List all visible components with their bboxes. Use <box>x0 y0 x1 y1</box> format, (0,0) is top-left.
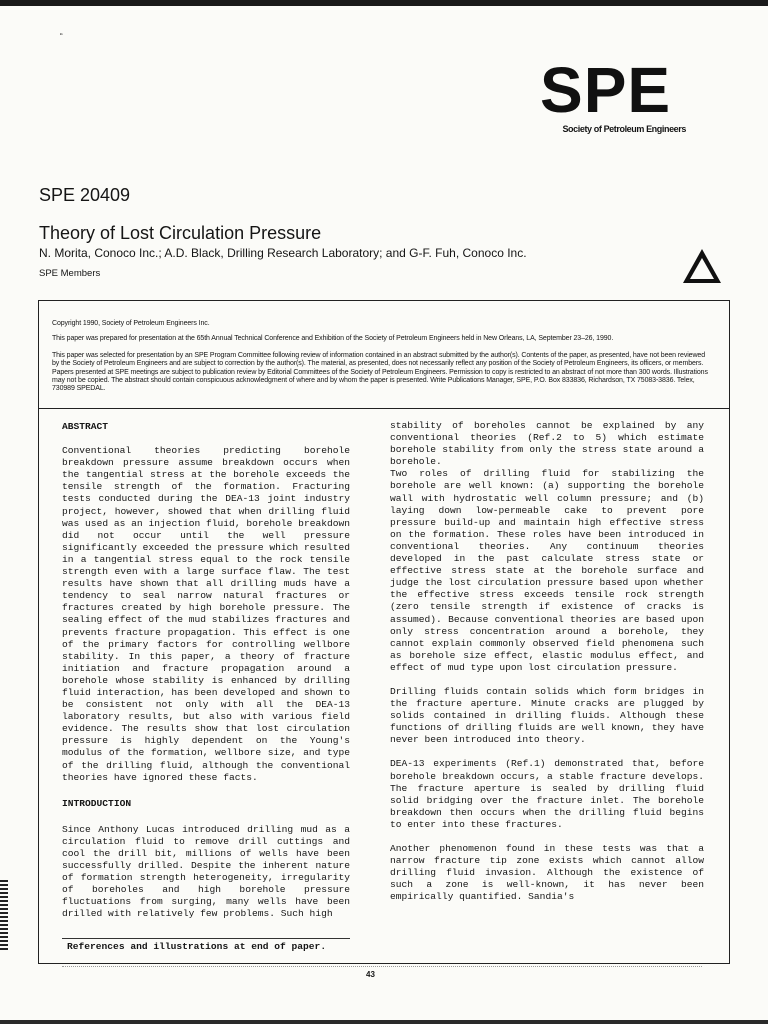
scan-mark: “ <box>60 32 63 41</box>
top-border <box>0 0 768 6</box>
introduction-text: Since Anthony Lucas introduced drilling mud as a circulation fluid to remove drill cuttings and cool the drill bit, millions of wells have been successfully drilled. Despite the inherent nature of formation strength heterogeneity, irregularity of boreholes and high borehole pressure fluctuations from surging, many wells have been drilled with relatively few problems. Such high <box>62 823 350 920</box>
paper-number: SPE 20409 <box>39 185 131 205</box>
abstract-text: Conventional theories predicting borehole breakdown pressure assume breakdown occurs when the tangential stress at the borehole exceeds the tensile strength of the formation. Fracturing tests conducted during the DEA-13 joint industry project, however, showed that when drilling fluid was used as an injection fluid, borehole breakdown did not occur until the well pressure significantly exceeded the pressure which resulted in a tangential stress equal to the rock tensile strength even with a large surface flaw. The test results have shown that all drilling muds have a tendency to seal narrow natural fractures or fractures created by high borehole pressure. The sealing effect of the mud stabilizes fractures and prevents fracture propagation. This effect is one of the primary factors for controlling wellbore stability. In this paper, a theory of fracture initiation and fracture propagation around a borehole whose stability is enhanced by drilling fluid interaction, has been developed and shown to be consistent not only with all the DEA-13 laboratory results, but also with various field evidence. The results show that lost circulation pressure is highly dependent on the Young's modulus of the formation, wellbore size, and type of the drilling fluid, although the conventional theories have ignored these facts. <box>62 445 350 783</box>
spe-members-label: SPE Members <box>39 268 101 279</box>
references-note: References and illustrations at end of paper. <box>67 941 327 952</box>
authors: N. Morita, Conoco Inc.; A.D. Black, Drilling Research Laboratory; and G-F. Fuh, Conoco Inc. <box>39 246 527 260</box>
header-divider <box>38 408 730 409</box>
scan-edge-mark <box>0 880 8 950</box>
paragraph: stability of boreholes cannot be explained by any conventional theories (Ref.2 to 5) which estimate borehole stability from only the stress state around a borehole. <box>390 420 704 468</box>
delta-icon <box>680 246 724 286</box>
left-column <box>62 421 350 921</box>
spe-logo: SPE <box>540 54 672 126</box>
paragraph: Another phenomenon found in these tests was that a narrow fracture tip zone exists which cannot allow drilling fluid invasion. Although the existence of such a zone is well-known, it has never been empirically quantified. Sandia's <box>390 843 704 903</box>
right-column <box>390 420 704 903</box>
paragraph: DEA-13 experiments (Ref.1) demonstrated that, before borehole breakdown occurs, a stable fracture develops. The fracture aperture is sealed by drilling fluid solid bridging over the fracture inlet. The borehole breakdown then occurs when the drilling fluid begins to enter into these fractures. <box>390 758 704 830</box>
permission-note: This paper was selected for presentation by an SPE Program Committee following review of information contained in an abstract submitted by the author(s). Contents of the paper, as presented, have not been reviewed by the Society of Petroleum Engineers and are subject to correction by the author(s). The material, as presented, does not necessarily reflect any position of the Society of Petroleum Engineers, its officers, or members. Papers presented at SPE meetings are subject to publication review by Editorial Committees of the Society of Petroleum Engineers. Permission to copy is restricted to an abstract of not more than 300 words. Illustrations may not be copied. The abstract should contain conspicuous acknowledgment of where and by whom the paper is presented. Write Publications Manager, SPE, P.O. Box 833836, Richardson, TX 75083-3836. Telex, 730989 SPEDAL. <box>52 352 708 393</box>
presentation-note: This paper was prepared for presentation at the 65th Annual Technical Conference and Exhibition of the Society of Petroleum Engineers held in New Orleans, LA, September 23–26, 1990. <box>52 335 614 342</box>
introduction-heading: INTRODUCTION <box>62 797 132 809</box>
society-name: Society of Petroleum Engineers <box>562 124 686 134</box>
page-edge-dots <box>62 966 702 967</box>
abstract-heading: ABSTRACT <box>62 421 109 432</box>
paragraph: Two roles of drilling fluid for stabilizing the borehole are well known: (a) supporting the borehole wall with hydrostatic well column pressure; and (b) laying down low-permeable cake to prevent pore pressure build-up and maintain high effective stress on the formation. These roles have been introduced in conventional theories. Any continuum theories developed in the past calculate stress state or effective stress state at the borehole surface and judge the lost circulation pressure based upon whether the effective stress exceeds tensile rock strength (zero tensile strength if existence of cracks is assumed). Because conventional theories are based upon only stress concentration around a borehole, they cannot explain commonly observed field phenomena such as borehole size effect, elastic modulus effect, and effect of mud type upon lost circulation pressure. <box>390 468 704 673</box>
paper-title: Theory of Lost Circulation Pressure <box>39 223 322 243</box>
footnote-rule <box>62 938 350 939</box>
paragraph: Drilling fluids contain solids which form bridges in the fracture aperture. Minute cracks are plugged by solids contained in drilling fluids. Although these functions of drilling fluids are well known, they have never been introduced into theory. <box>390 685 704 746</box>
copyright-line: Copyright 1990, Society of Petroleum Engineers Inc. <box>52 320 210 327</box>
bottom-border <box>0 1020 768 1024</box>
page-number: 43 <box>366 970 375 979</box>
